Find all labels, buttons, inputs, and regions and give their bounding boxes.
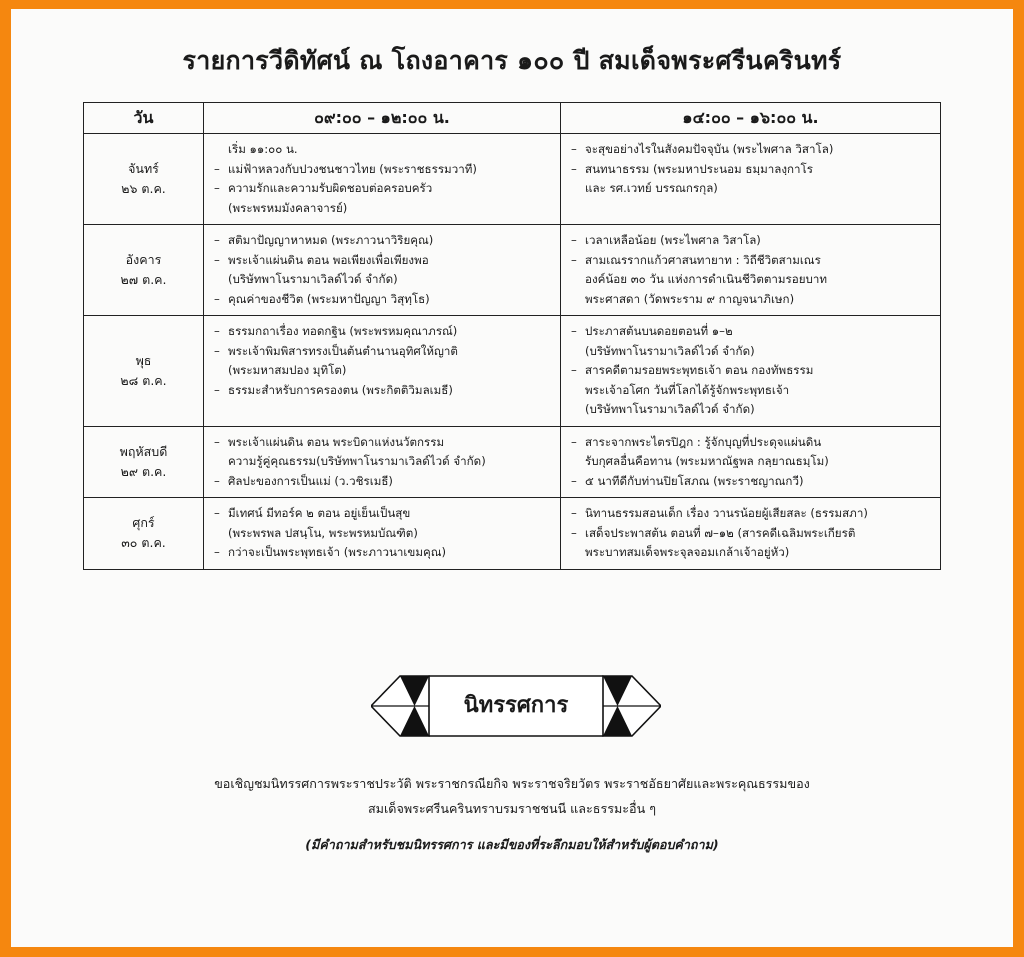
- document-page: [11, 9, 1013, 947]
- program-text: [228, 179, 554, 218]
- page-title: รายการวีดิทัศน์ ณ โถงอาคาร ๑๐๐ ปี สมเด็จพระศรีนครินทร์: [182, 46, 842, 75]
- program-item: [571, 251, 934, 310]
- morning-program-cell: [204, 426, 561, 498]
- bullet-dash: –: [571, 525, 577, 540]
- day-cell: [84, 498, 204, 570]
- morning-program-cell: [204, 225, 561, 316]
- bullet-dash: –: [214, 252, 220, 267]
- program-text: [228, 381, 554, 401]
- program-line: (พระพรหมมังคลาจารย์): [228, 200, 348, 215]
- program-line: เวลาเหลือน้อย (พระไพศาล วิสาโล): [585, 233, 761, 247]
- bullet-dash: –: [571, 324, 577, 338]
- program-text: [228, 231, 554, 251]
- program-text: [585, 361, 934, 420]
- bullet-dash: –: [214, 291, 220, 306]
- table-row: [84, 426, 941, 498]
- program-line: นิทานธรรมสอนเด็ก เรื่อง วานรน้อยผู้เสียสละ (ธรรมสภา): [585, 506, 868, 520]
- program-line: พระเจ้าแผ่นดิน ตอน พอเพียงเพื่อเพียงพอ: [228, 252, 429, 267]
- program-text: [585, 140, 934, 160]
- program-item: [571, 160, 934, 199]
- day-date: ๒๙ ต.ค.: [120, 463, 167, 479]
- schedule-table: [83, 102, 941, 570]
- day-cell: [84, 225, 204, 316]
- program-line: และ รศ.เวทย์ บรรณกรกุล): [585, 181, 718, 195]
- bullet-dash: –: [571, 506, 577, 520]
- program-item: [571, 231, 934, 251]
- table-row: [84, 134, 941, 225]
- day-name: ศุกร์: [132, 515, 155, 531]
- day-date: ๒๘ ต.ค.: [120, 372, 167, 388]
- program-line: ธรรมะสำหรับการครองตน (พระกิตติวิมลเมธี): [228, 382, 453, 397]
- bullet-dash: –: [214, 382, 220, 397]
- program-line: รับกุศลอื่นคือทาน (พระมหาณัฐพล กลฺยาณธมฺโม): [585, 454, 829, 468]
- program-line: ประภาสต้นบนดอยตอนที่ ๑–๒: [585, 324, 733, 338]
- program-line: ธรรมกถาเรื่อง ทอดกฐิน (พระพรหมคุณาภรณ์): [228, 324, 458, 338]
- program-item: [214, 290, 554, 310]
- program-line: พระเจ้าพิมพิสารทรงเป็นต้นตำนานอุทิศให้ญาติ: [228, 343, 458, 358]
- bullet-dash: –: [571, 473, 577, 488]
- afternoon-program-cell: [561, 498, 941, 570]
- day-name: อังคาร: [125, 252, 162, 267]
- program-text: [228, 472, 554, 492]
- program-text: [585, 231, 934, 251]
- table-row: [84, 225, 941, 316]
- day-name: จันทร์: [128, 161, 159, 176]
- program-item: [214, 322, 554, 342]
- afternoon-program-cell: [561, 426, 941, 498]
- program-item: [571, 524, 934, 563]
- program-text: [228, 322, 554, 342]
- table-row: [84, 316, 941, 427]
- program-item: [214, 251, 554, 290]
- bullet-dash: –: [214, 233, 220, 247]
- day-name: พุธ: [135, 352, 152, 368]
- header-morning: ๐๙:๐๐ – ๑๒:๐๐ น.: [204, 103, 561, 134]
- day-date: ๒๖ ต.ค.: [121, 181, 166, 196]
- day-name: พฤหัสบดี: [119, 443, 168, 459]
- bullet-dash: –: [571, 252, 577, 267]
- program-line: กว่าจะเป็นพระพุทธเจ้า (พระภาวนาเขมคุณ): [228, 545, 446, 559]
- exhibition-remark: (มีคำถามสำหรับชมนิทรรศการ และมีของที่ระลึกมอบให้สำหรับผู้ตอบคำถาม): [305, 837, 719, 852]
- program-line: สนทนาธรรม (พระมหาประนอม ธมฺมาลงฺกาโร: [585, 161, 814, 176]
- program-item: [214, 342, 554, 381]
- program-text: [585, 322, 934, 361]
- program-item: [214, 381, 554, 401]
- bullet-dash: –: [214, 343, 220, 358]
- bullet-dash: –: [214, 473, 220, 488]
- day-date: ๒๗ ต.ค.: [120, 272, 167, 287]
- morning-program-cell: [204, 316, 561, 427]
- bullet-dash: –: [571, 434, 577, 449]
- program-line: (บริษัทพาโนรามาเวิลด์ไวด์ จำกัด): [228, 272, 398, 286]
- bullet-dash: –: [214, 506, 220, 520]
- program-item: [214, 504, 554, 543]
- bullet-dash: –: [214, 324, 220, 338]
- program-line: พระบาทสมเด็จพระจุลจอมเกล้าเจ้าอยู่หัว): [585, 545, 790, 559]
- start-time-note: เริ่ม ๑๑:๐๐ น.: [228, 142, 298, 156]
- program-text: [228, 543, 554, 563]
- program-item: [571, 140, 934, 160]
- program-text: [228, 342, 554, 381]
- bullet-dash: –: [571, 142, 577, 156]
- day-cell: [84, 316, 204, 427]
- program-line: (พระพรพล ปสนฺโน, พระพรหมบัณฑิต): [228, 525, 418, 540]
- day-date: ๓๐ ต.ค.: [121, 535, 166, 551]
- exhibition-title: นิทรรศการ: [463, 693, 569, 718]
- program-line: จะสุขอย่างไรในสังคมปัจจุบัน (พระไพศาล วิสาโล): [585, 142, 834, 156]
- program-text: [585, 433, 934, 472]
- afternoon-program-cell: [561, 316, 941, 427]
- program-line: (บริษัทพาโนรามาเวิลด์ไวด์ จำกัด): [585, 402, 755, 416]
- program-line: แม่ฟ้าหลวงกับปวงชนชาวไทย (พระราชธรรมวาที): [228, 161, 477, 176]
- program-text: [585, 251, 934, 310]
- program-item: [571, 322, 934, 361]
- program-line: สามเณรรากแก้วศาสนทายาท : วิถีชีวิตสามเณร: [585, 252, 821, 267]
- program-item: [571, 433, 934, 472]
- bullet-dash: –: [214, 545, 220, 559]
- program-line: ความรู้คู่คุณธรรม(บริษัทพาโนรามาเวิลด์ไวด์ จำกัด): [228, 454, 486, 468]
- program-line: มีเทศน์ มีทอร์ค ๒ ตอน อยู่เย็นเป็นสุข: [228, 506, 411, 520]
- morning-program-cell: [204, 498, 561, 570]
- bullet-dash: –: [571, 161, 577, 176]
- program-item: [214, 231, 554, 251]
- program-item: [214, 433, 554, 472]
- invitation-line-1: ขอเชิญชมนิทรรศการพระราชประวัติ พระราชกรณียกิจ พระราชจริยวัตร พระราชอัธยาศัยและพระคุณธรรมของ: [214, 776, 810, 791]
- program-line: ๕ นาทีดีกับท่านปิยโสภณ (พระราชญาณกวี): [585, 473, 804, 488]
- program-line: (พระมหาสมปอง มุทิโต): [228, 363, 347, 377]
- program-text: [585, 472, 934, 492]
- program-item: [214, 543, 554, 563]
- bullet-dash: –: [571, 363, 577, 377]
- program-text: [228, 504, 554, 543]
- table-row: [84, 498, 941, 570]
- program-line: สารคดีตามรอยพระพุทธเจ้า ตอน กองทัพธรรม: [585, 363, 814, 377]
- program-line: ความรักและความรับผิดชอบต่อครอบครัว: [228, 181, 433, 195]
- day-cell: [84, 134, 204, 225]
- program-item: [214, 472, 554, 492]
- afternoon-program-cell: [561, 225, 941, 316]
- program-line: (บริษัทพาโนรามาเวิลด์ไวด์ จำกัด): [585, 343, 755, 358]
- program-item: [571, 361, 934, 420]
- bullet-dash: –: [571, 233, 577, 247]
- program-line: พระเจ้าอโศก วันที่โลกได้รู้จักพระพุทธเจ้า: [585, 382, 790, 397]
- invitation-line-2: สมเด็จพระศรีนครินทราบรมราชชนนี และธรรมะอื่น ๆ: [367, 801, 656, 816]
- program-text: [585, 160, 934, 199]
- program-line: พระศาสดา (วัดพระราม ๙ กาญจนาภิเษก): [585, 291, 795, 306]
- program-line: พระเจ้าแผ่นดิน ตอน พระบิดาแห่งนวัตกรรม: [228, 434, 445, 449]
- header-day: วัน: [84, 103, 204, 134]
- program-text: [585, 524, 934, 563]
- program-line: เสด็จประพาสต้น ตอนที่ ๗–๑๒ (สารคดีเฉลิมพระเกียรติ: [585, 525, 856, 540]
- program-item: [214, 179, 554, 218]
- program-text: [228, 433, 554, 472]
- bullet-dash: –: [214, 434, 220, 449]
- program-line: คุณค่าของชีวิต (พระมหาปัญญา วิสุทฺโธ): [228, 291, 430, 306]
- program-item: [571, 472, 934, 492]
- exhibition-banner: [371, 675, 661, 737]
- program-item: [571, 504, 934, 524]
- program-line: ศิลปะของการเป็นแม่ (ว.วชิรเมธี): [228, 473, 393, 488]
- afternoon-program-cell: [561, 134, 941, 225]
- program-text: [228, 290, 554, 310]
- program-line: สาระจากพระไตรปิฎก : รู้จักบุญที่ประดุจแผ่นดิน: [585, 434, 822, 449]
- program-line: องค์น้อย ๓๐ วัน แห่งการดำเนินชีวิตตามรอยบาท: [585, 272, 828, 286]
- morning-program-cell: [204, 134, 561, 225]
- day-cell: [84, 426, 204, 498]
- exhibition-invitation: [11, 771, 1013, 821]
- program-text: [585, 504, 934, 524]
- bullet-dash: –: [214, 181, 220, 195]
- program-item: [214, 160, 554, 180]
- program-text: [228, 160, 554, 180]
- bullet-dash: –: [214, 161, 220, 176]
- program-line: สติมาปัญญาหาหมด (พระภาวนาวิริยคุณ): [228, 233, 434, 247]
- program-text: [228, 251, 554, 290]
- header-row: [84, 103, 941, 134]
- header-afternoon: ๑๔:๐๐ – ๑๖:๐๐ น.: [561, 103, 941, 134]
